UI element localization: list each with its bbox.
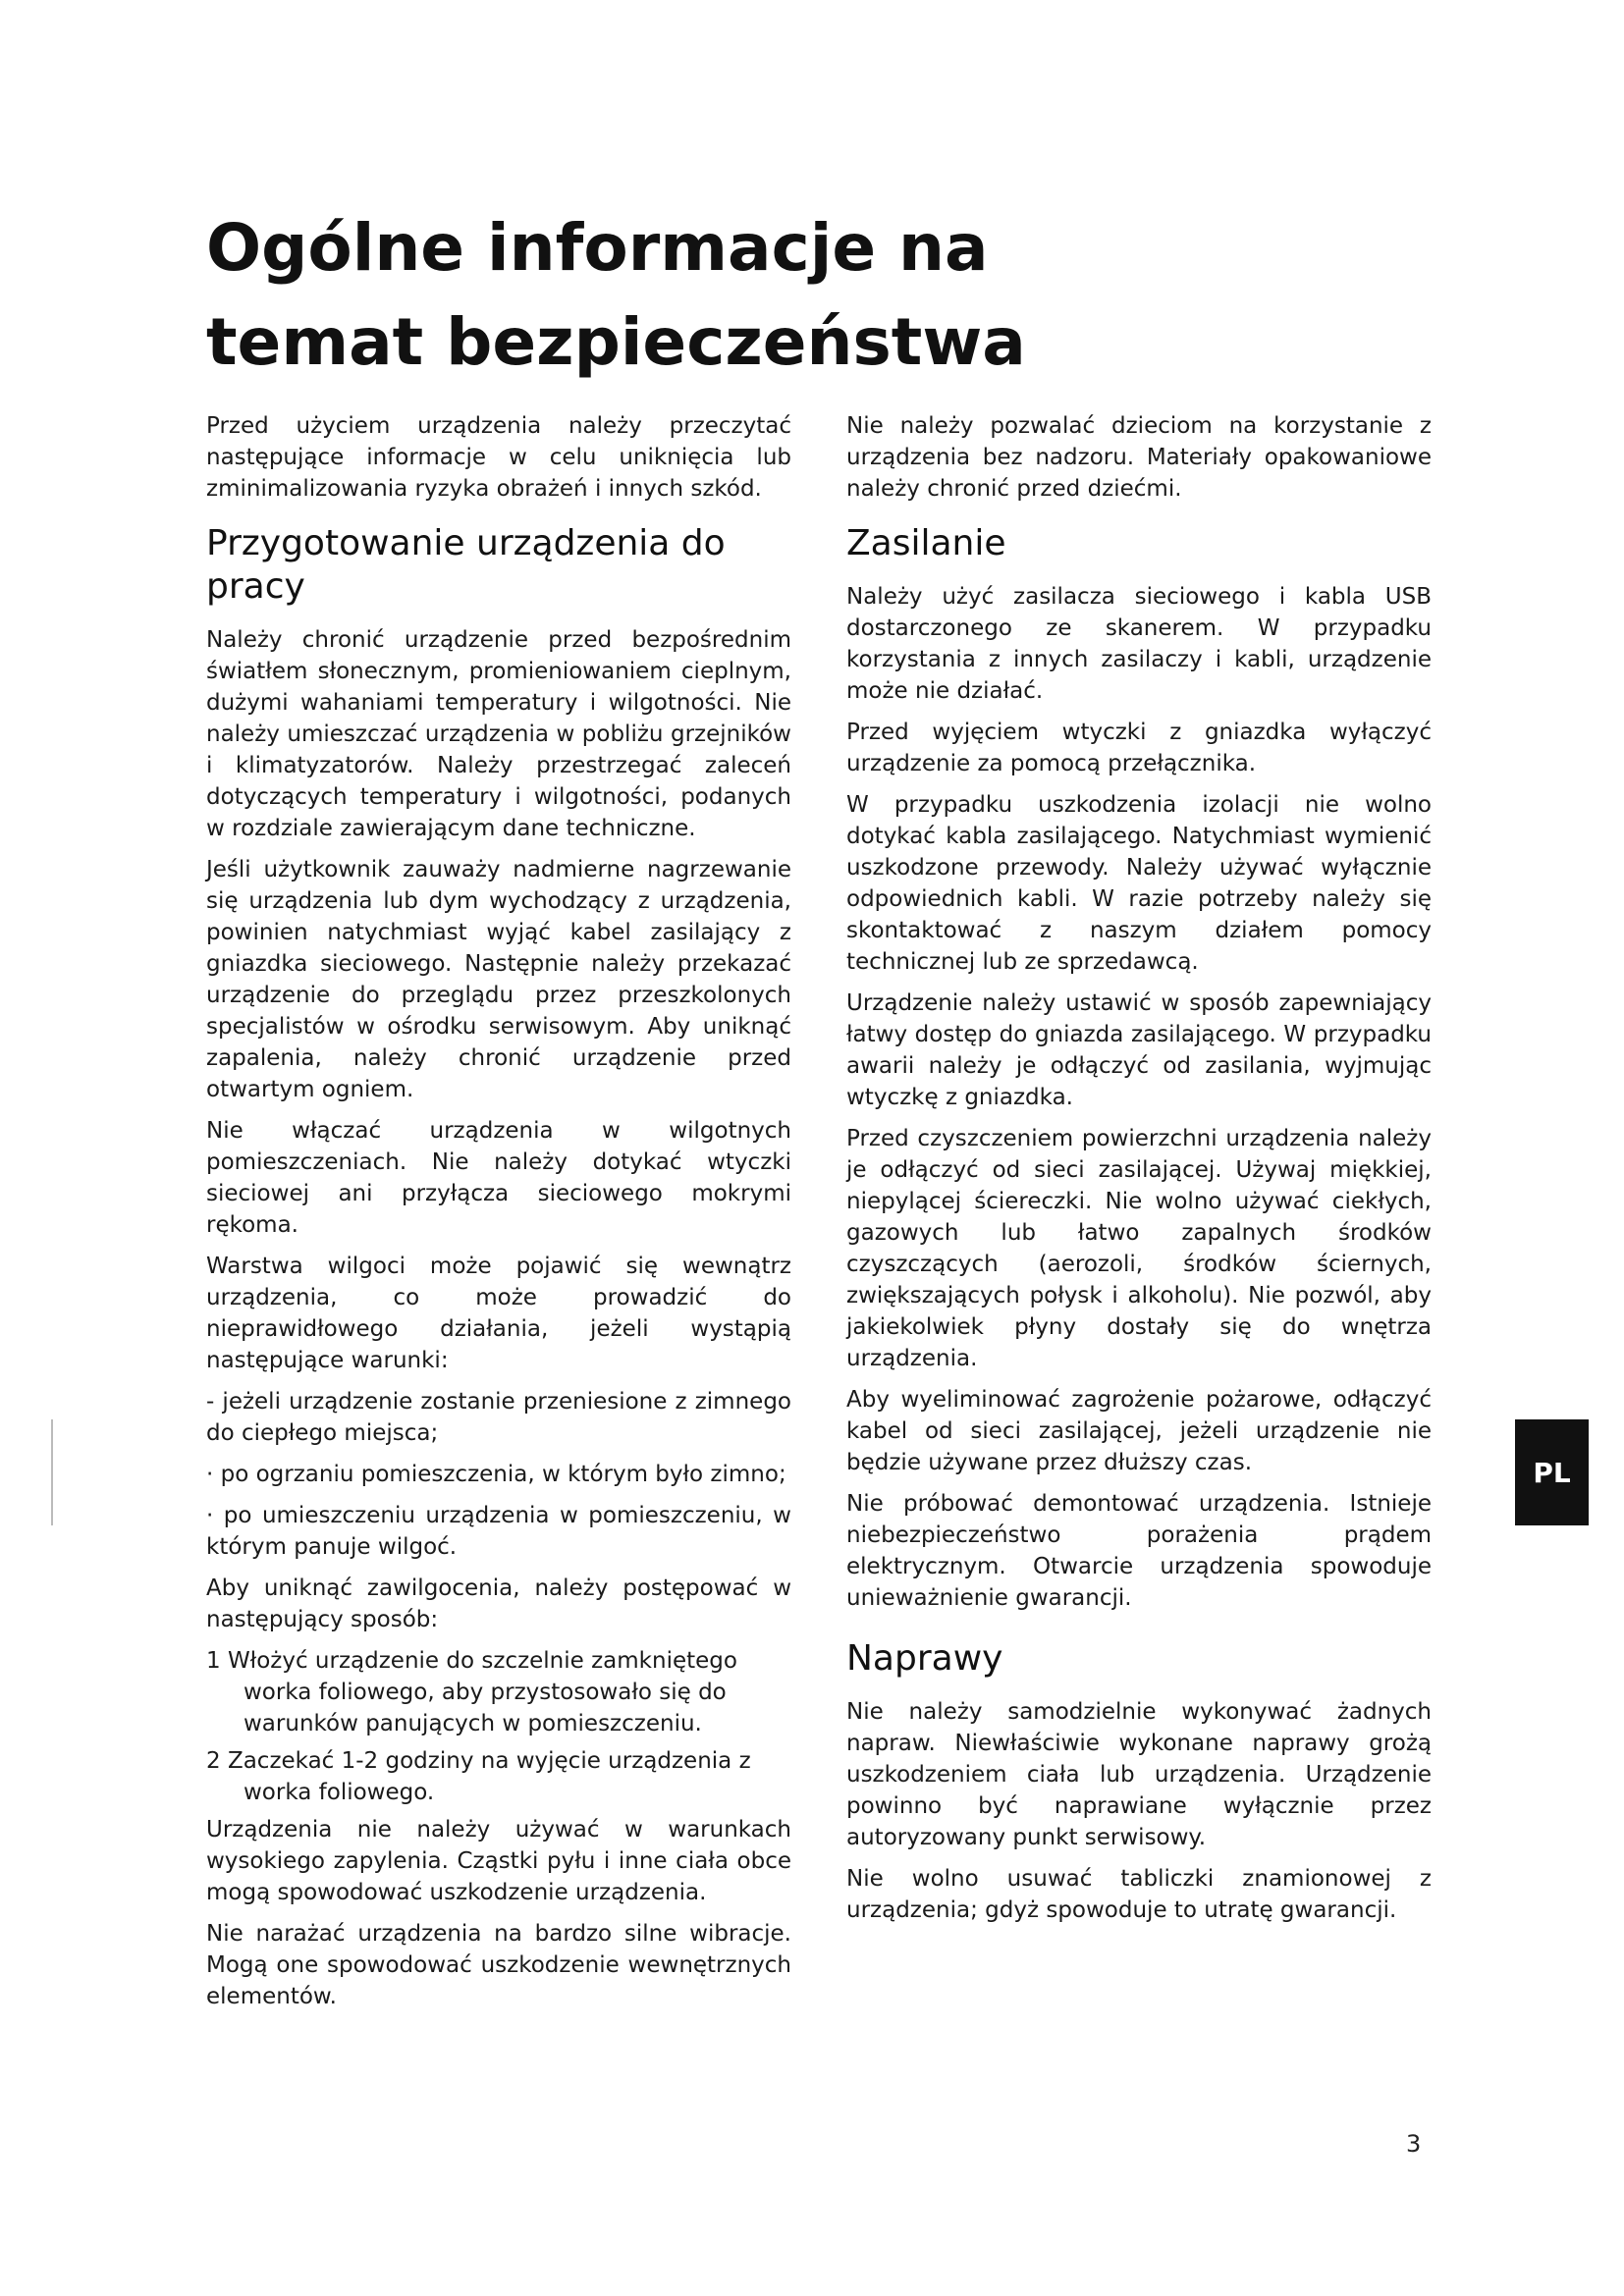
paragraph: Nie narażać urządzenia na bardzo silne wibracje. Mogą one spowodować uszkodzenie wewnętrznych elementów. bbox=[206, 1921, 791, 2009]
section-heading-repairs: Naprawy bbox=[846, 1638, 1003, 1679]
paragraph: Nie wolno usuwać tabliczki znamionowej z urządzenia; gdyż spowoduje to utratę gwarancji. bbox=[846, 1866, 1432, 1923]
paragraph: Nie należy samodzielnie wykonywać żadnych napraw. Niewłaściwie wykonane naprawy grożą uszkodzeniem ciała lub urządzenia. Urządzenie powinno być naprawiane wyłącznie przez autoryzowany punkt serwisowy. bbox=[846, 1699, 1432, 1850]
numbered-step: 2 Zaczekać 1-2 godziny na wyjęcie urządzenia z worka foliowego. bbox=[206, 1748, 751, 1805]
paragraph: Należy użyć zasilacza sieciowego i kabla USB dostarczonego ze skanerem. W przypadku korzystania z innych zasilaczy i kabli, urządzenie może nie działać. bbox=[846, 584, 1432, 704]
language-tab bbox=[1515, 1419, 1589, 1525]
paragraph: Urządzenia nie należy używać w warunkach wysokiego zapylenia. Cząstki pyłu i inne ciała obce mogą spowodować uszkodzenie urządzenia. bbox=[206, 1817, 791, 1905]
language-label: PL bbox=[1533, 1456, 1571, 1489]
paragraph: Przed czyszczeniem powierzchni urządzenia należy je odłączyć od sieci zasilającej. Używaj miękkiej, niepylącej ściereczki. Nie wolno używać ciekłych, gazowych lub łatwo zapalnych środków czyszczących (aerozoli, środków ściernych, zwiększających połysk i alkoholu). Nie pozwól, aby jakiekolwiek płyny dostały się do wnętrza urządzenia. bbox=[846, 1126, 1432, 1371]
paragraph: Jeśli użytkownik zauważy nadmierne nagrzewanie się urządzenia lub dym wychodzący z urządzenia, powinien natychmiast wyjąć kabel zasilający z gniazdka sieciowego. Następnie należy przekazać urządzenie do przeglądu przez przeszkolonych specjalistów w ośrodku serwisowym. Aby uniknąć zapalenia, należy chronić urządzenie przed otwartym ogniem. bbox=[206, 857, 791, 1102]
intro-paragraph: Przed użyciem urządzenia należy przeczytać następujące informacje w celu uniknięcia lub zminimalizowania ryzyka obrażeń i innych szkód. bbox=[206, 413, 791, 502]
page-title: Ogólne informacje na temat bezpieczeństwa bbox=[206, 210, 1026, 380]
right-column bbox=[846, 410, 1432, 1936]
section-heading-power: Zasilanie bbox=[846, 523, 1006, 563]
paragraph: Urządzenie należy ustawić w sposób zapewniający łatwy dostęp do gniazda zasilającego. W przypadku awarii należy je odłączyć od zasilania, wyjmując wtyczkę z gniazdka. bbox=[846, 990, 1432, 1110]
paragraph: Nie należy pozwalać dzieciom na korzystanie z urządzenia bez nadzoru. Materiały opakowaniowe należy chronić przed dziećmi. bbox=[846, 413, 1432, 502]
paragraph: Nie próbować demontować urządzenia. Istnieje niebezpieczeństwo porażenia prądem elektrycznym. Otwarcie urządzenia spowoduje unieważnienie gwarancji. bbox=[846, 1491, 1432, 1611]
bullet-item: · po ogrzaniu pomieszczenia, w którym było zimno; bbox=[206, 1462, 786, 1487]
paragraph: Nie włączać urządzenia w wilgotnych pomieszczeniach. Nie należy dotykać wtyczki sieciowej ani przyłącza sieciowego mokrymi rękoma. bbox=[206, 1118, 791, 1238]
bullet-item: - jeżeli urządzenie zostanie przeniesione z zimnego do ciepłego miejsca; bbox=[206, 1389, 791, 1446]
bullet-item: · po umieszczeniu urządzenia w pomieszczeniu, w którym panuje wilgoć. bbox=[206, 1503, 791, 1560]
section-heading-preparation: Przygotowanie urządzenia do pracy bbox=[206, 523, 726, 607]
margin-divider bbox=[51, 1419, 53, 1525]
left-column bbox=[206, 410, 791, 2022]
paragraph: Aby wyeliminować zagrożenie pożarowe, odłączyć kabel od sieci zasilającej, jeżeli urządzenie nie będzie używane przez dłuższy czas. bbox=[846, 1387, 1432, 1475]
paragraph: W przypadku uszkodzenia izolacji nie wolno dotykać kabla zasilającego. Natychmiast wymienić uszkodzone przewody. Należy używać wyłącznie odpowiednich kabli. W razie potrzeby należy się skontaktować z naszym działem pomocy technicznej lub ze sprzedawcą. bbox=[846, 792, 1432, 975]
paragraph: Warstwa wilgoci może pojawić się wewnątrz urządzenia, co może prowadzić do nieprawidłowego działania, jeżeli wystąpią następujące warunki: bbox=[206, 1254, 791, 1373]
paragraph: Aby uniknąć zawilgocenia, należy postępować w następujący sposób: bbox=[206, 1575, 791, 1632]
paragraph: Przed wyjęciem wtyczki z gniazdka wyłączyć urządzenie za pomocą przełącznika. bbox=[846, 720, 1432, 776]
page-number: 3 bbox=[1406, 2130, 1422, 2158]
paragraph: Należy chronić urządzenie przed bezpośrednim światłem słonecznym, promieniowaniem cieplnym, dużymi wahaniami temperatury i wilgotności. Nie należy umieszczać urządzenia w pobliżu grzejników i klimatyzatorów. Należy przestrzegać zaleceń dotyczących temperatury i wilgotności, podanych w rozdziale zawierającym dane techniczne. bbox=[206, 627, 791, 841]
numbered-step: 1 Włożyć urządzenie do szczelnie zamkniętego worka foliowego, aby przystosowało się do warunków panujących w pomieszczeniu. bbox=[206, 1648, 737, 1736]
